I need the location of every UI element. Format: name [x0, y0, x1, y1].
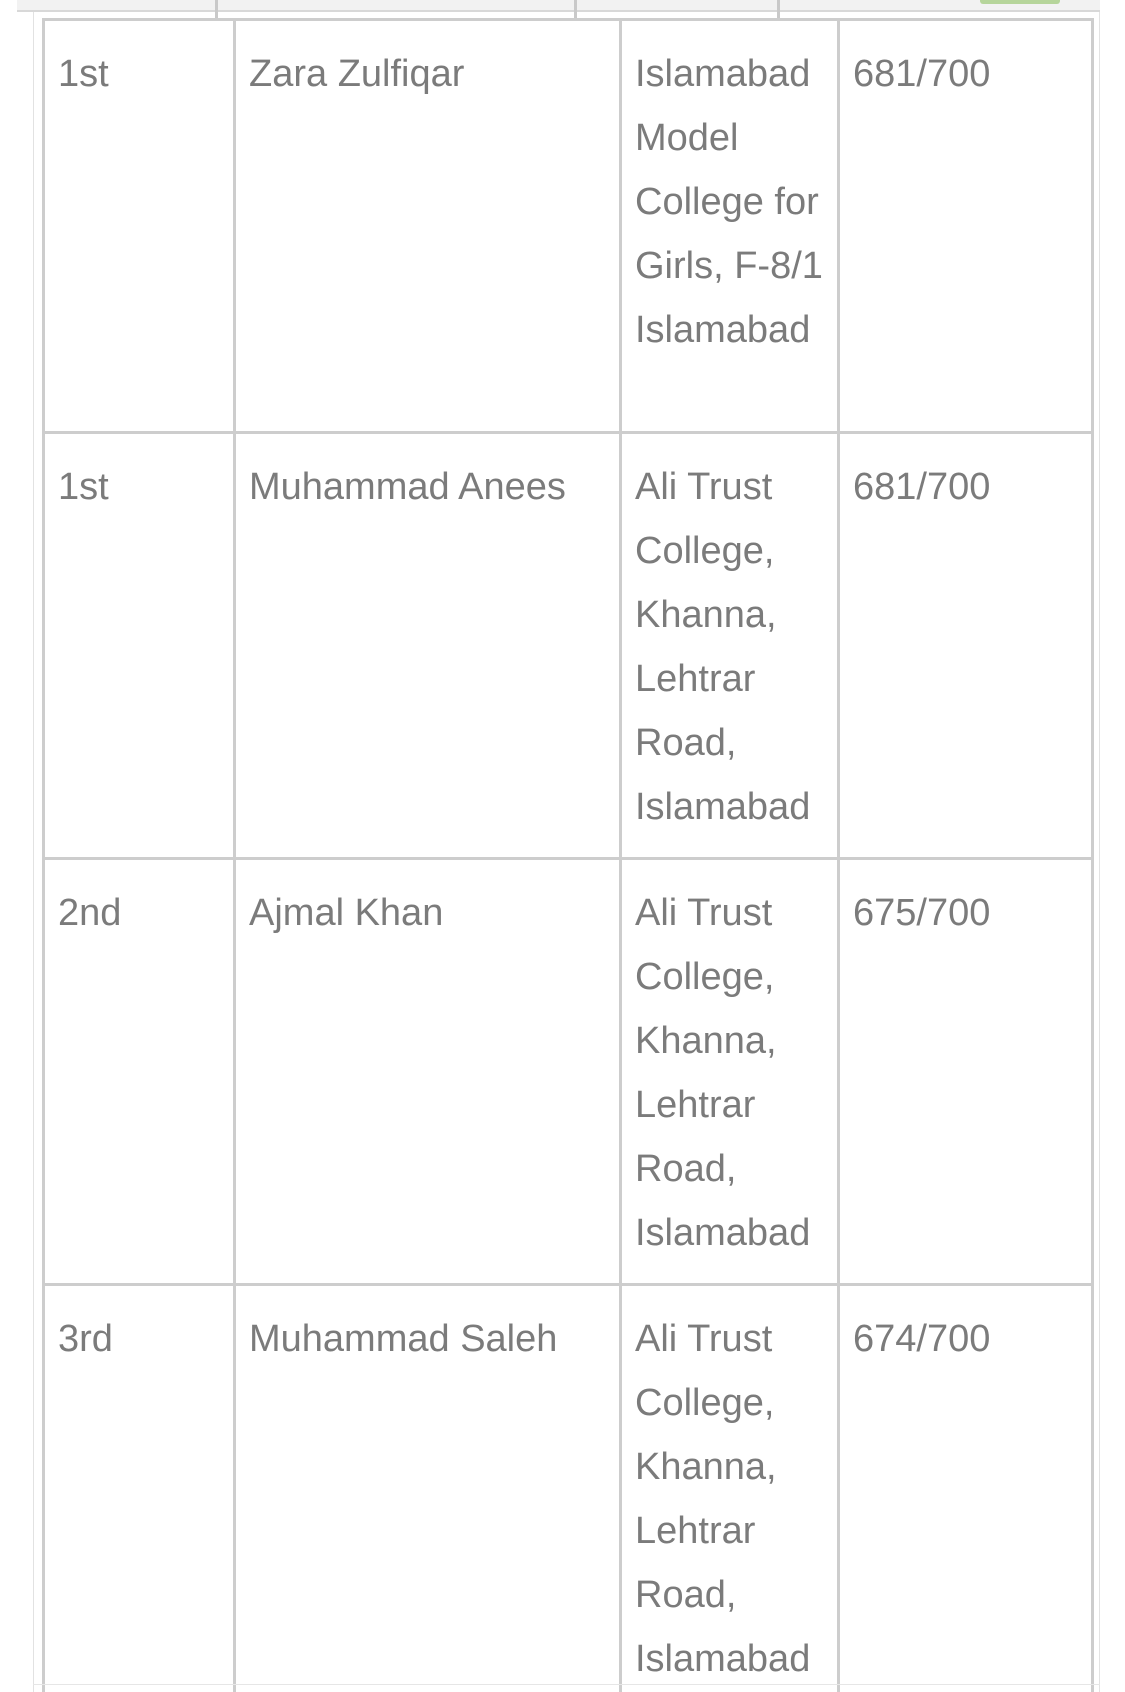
- position-cell: 1st: [44, 433, 235, 859]
- college-cell: Ali Trust College, Khanna, Lehtrar Road, Islamabad: [621, 433, 839, 859]
- table-row: [44, 433, 1093, 859]
- marks-cell: 675/700: [839, 859, 1093, 1285]
- table-row: [44, 20, 1093, 433]
- header-accent: [980, 0, 1060, 4]
- marks-cell: 681/700: [839, 433, 1093, 859]
- header-divider: [574, 0, 577, 18]
- table-header-strip: [17, 0, 1100, 12]
- college-cell: Ali Trust College, Khanna, Lehtrar Road, Islamabad: [621, 1285, 839, 1692]
- position-cell: 2nd: [44, 859, 235, 1285]
- table-row: [44, 859, 1093, 1285]
- page-frame-right: [1099, 0, 1100, 1692]
- results-table: [42, 18, 1094, 1692]
- marks-cell: 674/700: [839, 1285, 1093, 1692]
- marks-cell: 681/700: [839, 20, 1093, 433]
- position-cell: 3rd: [44, 1285, 235, 1692]
- student-name-cell: Ajmal Khan: [235, 859, 621, 1285]
- student-name-cell: Zara Zulfiqar: [235, 20, 621, 433]
- college-cell: Ali Trust College, Khanna, Lehtrar Road, Islamabad: [621, 859, 839, 1285]
- college-cell: Islamabad Model College for Girls, F-8/1 Islamabad: [621, 20, 839, 433]
- student-name-cell: Muhammad Anees: [235, 433, 621, 859]
- page-bottom-divider: [33, 1684, 1100, 1685]
- student-name-cell: Muhammad Saleh: [235, 1285, 621, 1692]
- table-row: [44, 1285, 1093, 1692]
- page-frame-left: [33, 0, 34, 1692]
- header-divider: [777, 0, 780, 18]
- position-cell: 1st: [44, 20, 235, 433]
- header-divider: [215, 0, 218, 18]
